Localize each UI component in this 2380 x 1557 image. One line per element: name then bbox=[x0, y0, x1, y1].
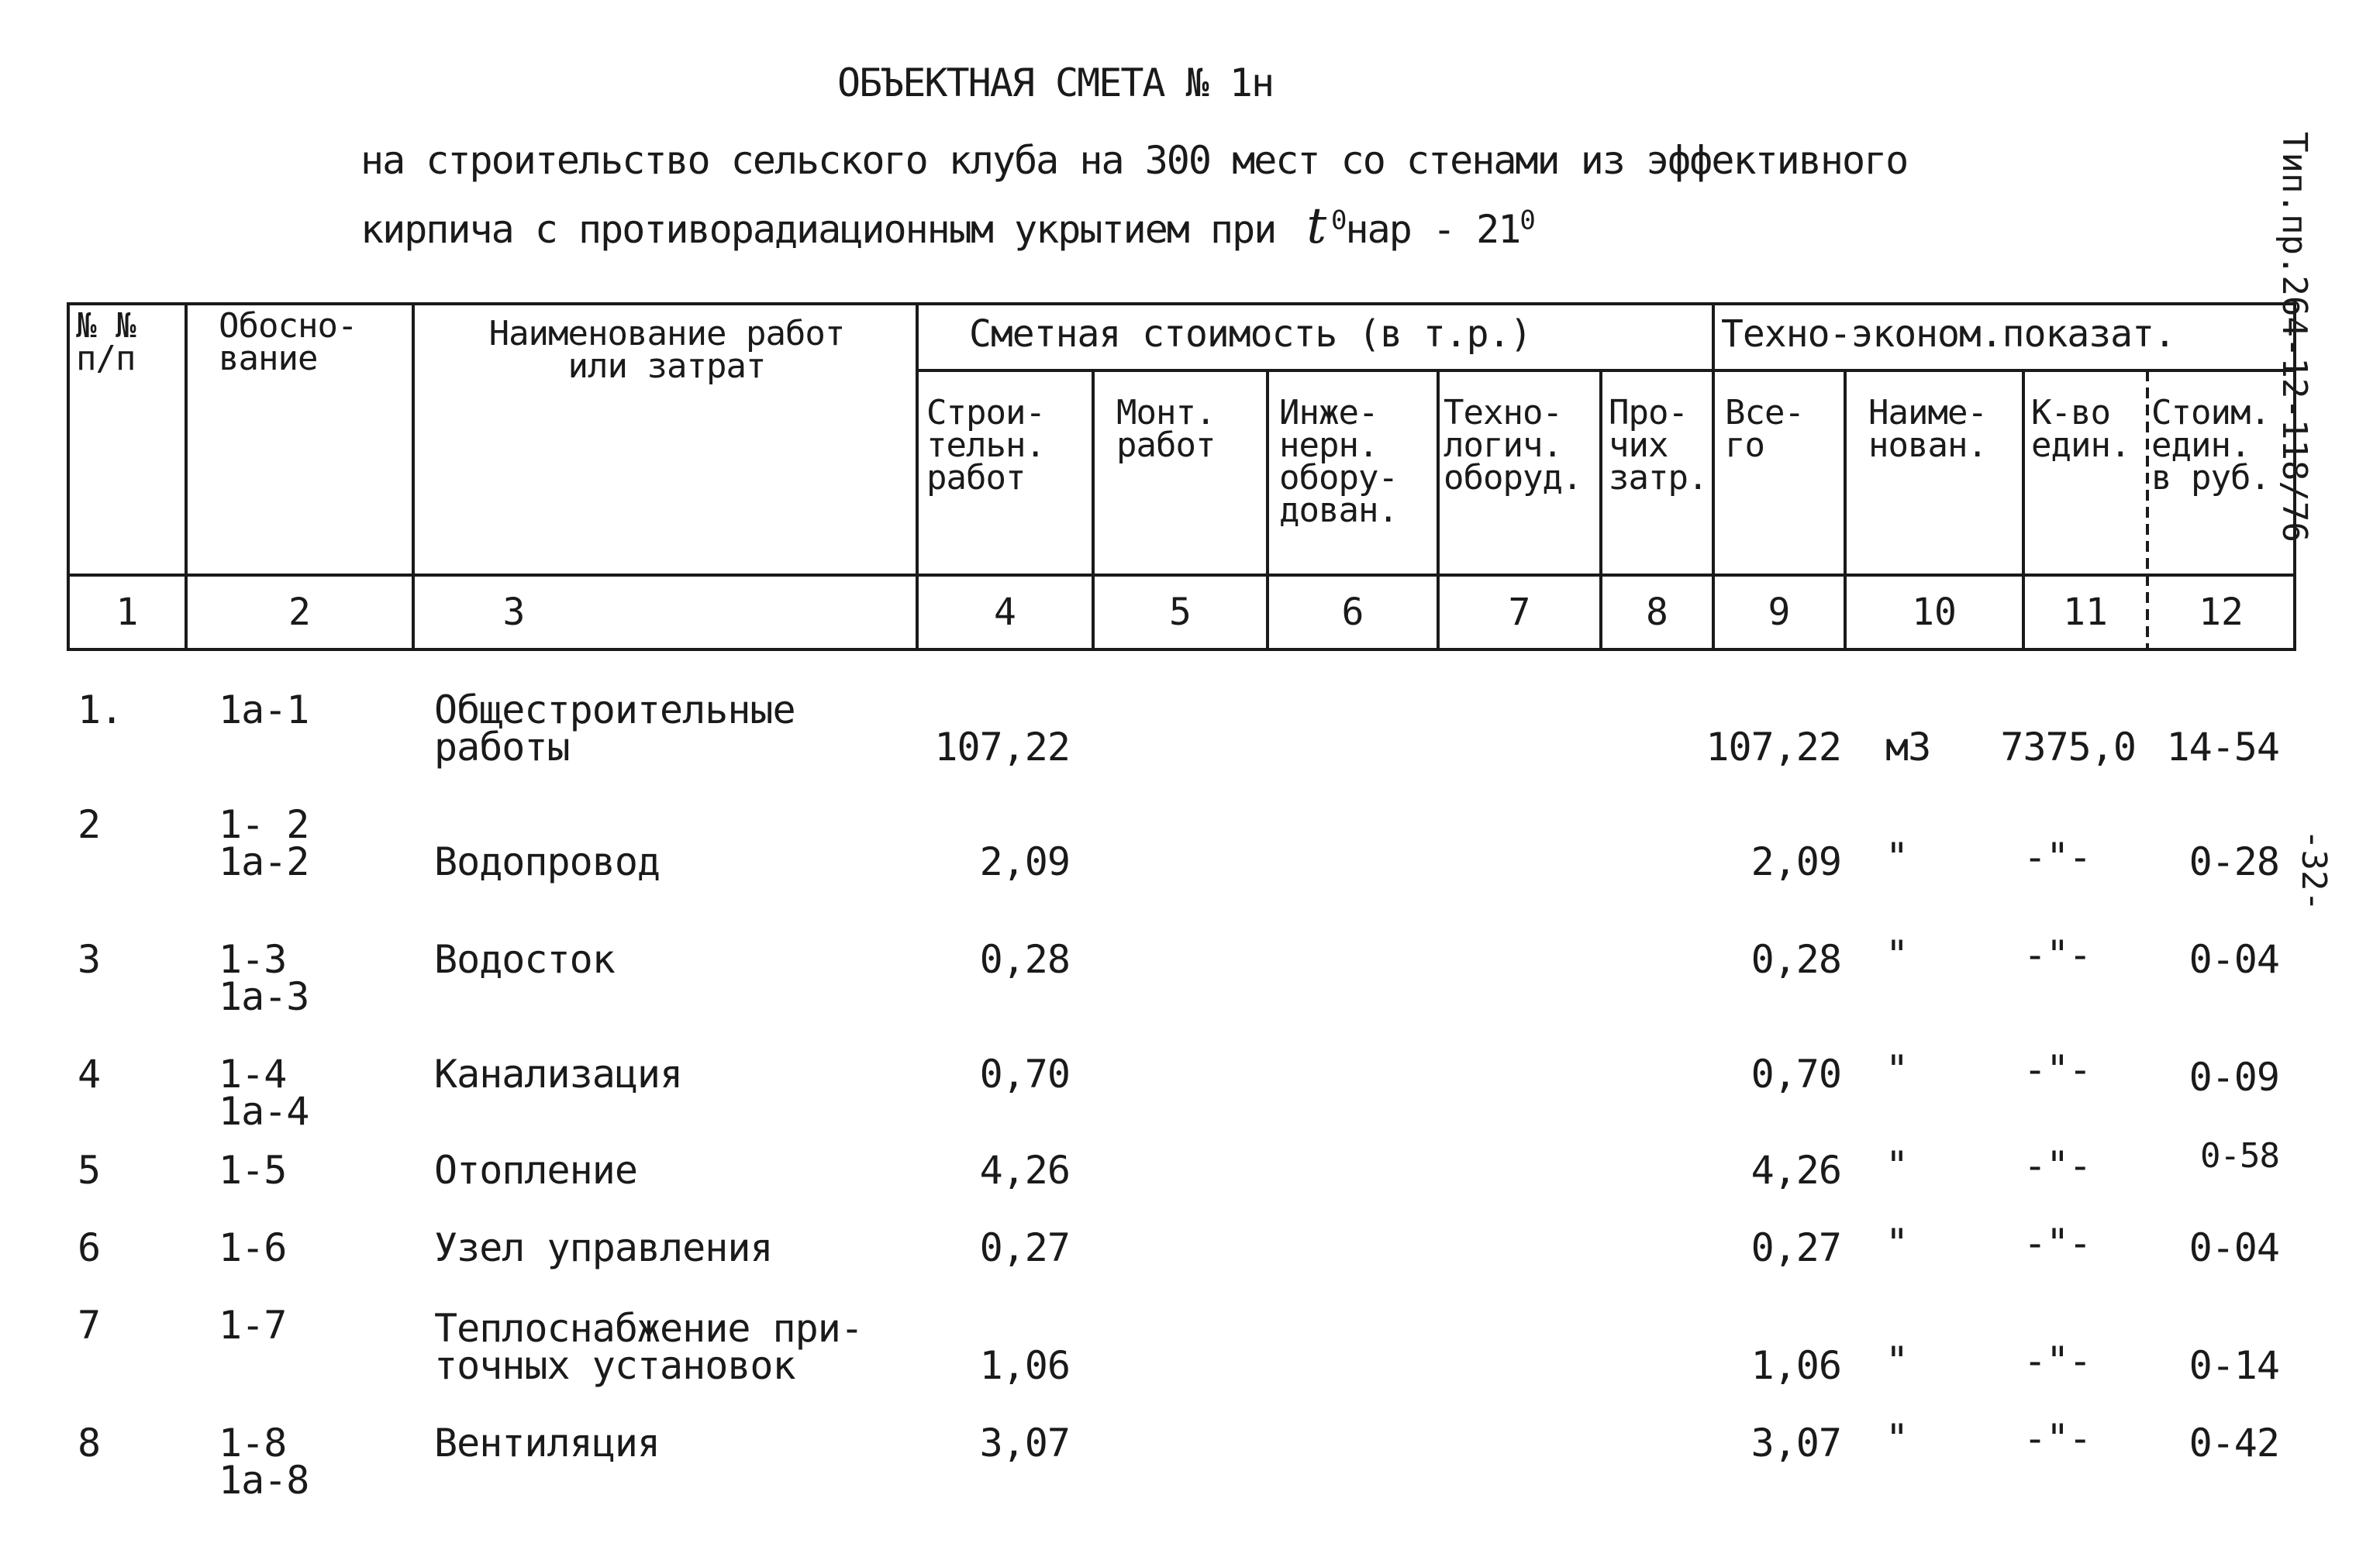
row-construction-cost: 0,28 bbox=[979, 937, 1070, 982]
project-code: Тип.пр.264-12-118/76 bbox=[2275, 132, 2314, 543]
row-unit-cost: 14-54 bbox=[2166, 725, 2279, 770]
row-basis: 1-5 bbox=[219, 1148, 287, 1193]
column-number: 5 bbox=[1169, 591, 1192, 634]
temperature-degree-2: 0 bbox=[1519, 205, 1534, 236]
row-unit: " bbox=[1885, 835, 1909, 880]
row-unit: " bbox=[1885, 1338, 1909, 1383]
page-number: -32- bbox=[2294, 829, 2333, 911]
row-basis: 1- 2 1а-2 bbox=[219, 802, 309, 884]
column-number: 2 bbox=[288, 591, 311, 634]
row-total: 4,26 bbox=[1751, 1148, 1841, 1193]
temperature-degree: 0 bbox=[1331, 205, 1346, 236]
row-quantity: -"- bbox=[2023, 1221, 2092, 1266]
row-construction-cost: 3,07 bbox=[979, 1421, 1070, 1466]
row-number: 8 bbox=[78, 1421, 101, 1466]
column-number: 4 bbox=[994, 591, 1016, 634]
column-number: 10 bbox=[1912, 591, 1957, 634]
row-number: 1. bbox=[78, 687, 123, 732]
header-group-tech: Техно-эконом.показат. bbox=[1721, 312, 2175, 356]
row-work-name: Канализация bbox=[434, 1052, 683, 1097]
header-unit-cost: Стоим. един. в руб. bbox=[2151, 393, 2270, 498]
row-quantity: -"- bbox=[2023, 1416, 2092, 1461]
row-total: 107,22 bbox=[1706, 725, 1841, 770]
row-work-name: Узел управления bbox=[434, 1225, 773, 1270]
header-technological: Техно- логич. оборуд. bbox=[1444, 393, 1582, 498]
row-unit-cost: 0-04 bbox=[2189, 1225, 2279, 1270]
row-construction-cost: 0,70 bbox=[979, 1052, 1070, 1097]
row-work-name: Отопление bbox=[434, 1148, 637, 1193]
row-total: 0,70 bbox=[1751, 1052, 1841, 1097]
row-unit-cost: 0-09 bbox=[2189, 1055, 2279, 1100]
row-total: 3,07 bbox=[1751, 1421, 1841, 1466]
document-title: ОБЪЕКТНАЯ СМЕТА № 1н bbox=[837, 60, 1274, 105]
row-construction-cost: 2,09 bbox=[979, 839, 1070, 884]
row-construction-cost: 0,27 bbox=[979, 1225, 1070, 1270]
row-number: 3 bbox=[78, 937, 101, 982]
row-quantity: -"- bbox=[2023, 1143, 2092, 1188]
row-total: 0,27 bbox=[1751, 1225, 1841, 1270]
row-unit: м3 bbox=[1885, 725, 1931, 770]
column-number: 1 bbox=[116, 591, 139, 634]
row-basis: 1-8 1а-8 bbox=[219, 1421, 309, 1503]
header-basis: Обосно- вание bbox=[219, 306, 357, 378]
row-work-name: Водосток bbox=[434, 937, 615, 982]
row-basis: 1-3 1а-3 bbox=[219, 937, 309, 1019]
row-construction-cost: 4,26 bbox=[979, 1148, 1070, 1193]
header-group-cost: Сметная стоимость (в т.р.) bbox=[969, 312, 1532, 356]
row-unit-cost: 0-42 bbox=[2189, 1421, 2279, 1466]
row-total: 0,28 bbox=[1751, 937, 1841, 982]
row-work-name: Общестроительные работы bbox=[434, 687, 795, 770]
temperature-label: нар - 21 bbox=[1345, 207, 1520, 252]
temperature-symbol: t bbox=[1306, 198, 1326, 255]
column-number: 3 bbox=[502, 591, 526, 634]
row-total: 2,09 bbox=[1751, 839, 1841, 884]
row-unit: " bbox=[1885, 1047, 1909, 1092]
row-number: 5 bbox=[78, 1148, 101, 1193]
header-construction: Строи- тельн. работ bbox=[926, 393, 1045, 498]
column-number: 7 bbox=[1508, 591, 1531, 634]
row-construction-cost: 107,22 bbox=[934, 725, 1070, 770]
row-basis: 1-4 1а-4 bbox=[219, 1052, 309, 1134]
header-installation: Монт. работ bbox=[1116, 393, 1216, 465]
row-number: 4 bbox=[78, 1052, 101, 1097]
row-unit: " bbox=[1885, 1143, 1909, 1188]
column-number: 8 bbox=[1646, 591, 1668, 634]
row-quantity: 7375,0 bbox=[2000, 725, 2136, 770]
header-work-name: Наименование работ или затрат bbox=[488, 314, 845, 386]
column-number: 12 bbox=[2199, 591, 2244, 634]
row-basis: 1а-1 bbox=[219, 687, 309, 732]
row-quantity: -"- bbox=[2023, 932, 2092, 977]
header-engineering: Инже- нерн. обору- дован. bbox=[1279, 393, 1398, 530]
header-total: Все- го bbox=[1725, 393, 1804, 465]
column-number: 11 bbox=[2063, 591, 2108, 634]
header-unit-name: Наиме- нован. bbox=[1868, 393, 1987, 465]
row-basis: 1-7 bbox=[219, 1303, 287, 1348]
row-basis: 1-6 bbox=[219, 1225, 287, 1270]
header-row-number: № № п/п bbox=[76, 306, 136, 378]
row-unit: " bbox=[1885, 1221, 1909, 1266]
row-unit-cost: 0-28 bbox=[2189, 839, 2279, 884]
row-unit-cost: 0-04 bbox=[2189, 937, 2279, 982]
row-work-name: Теплоснабжение при- точных установок bbox=[434, 1306, 863, 1388]
row-quantity: -"- bbox=[2023, 1338, 2092, 1383]
row-number: 7 bbox=[78, 1303, 101, 1348]
row-construction-cost: 1,06 bbox=[979, 1343, 1070, 1388]
subtitle-line-2-text: кирпича с противорадиационным укрытием при bbox=[360, 207, 1276, 252]
row-unit: " bbox=[1885, 1416, 1909, 1461]
row-total: 1,06 bbox=[1751, 1343, 1841, 1388]
column-number: 6 bbox=[1341, 591, 1364, 634]
row-quantity: -"- bbox=[2023, 1047, 2092, 1092]
row-number: 2 bbox=[78, 802, 101, 847]
row-work-name: Вентиляция bbox=[434, 1421, 661, 1466]
row-unit-cost: 0-58 bbox=[2200, 1136, 2279, 1176]
header-other: Про- чих затр. bbox=[1609, 393, 1708, 498]
row-work-name: Водопровод bbox=[434, 839, 661, 884]
column-number: 9 bbox=[1768, 591, 1791, 634]
header-quantity: К-во един. bbox=[2031, 393, 2130, 465]
row-unit: " bbox=[1885, 932, 1909, 977]
subtitle-line-1: на строительство сельского клуба на 300 мест со стенами из эффективного bbox=[360, 138, 1908, 183]
row-quantity: -"- bbox=[2023, 835, 2092, 880]
row-unit-cost: 0-14 bbox=[2189, 1343, 2279, 1388]
row-number: 6 bbox=[78, 1225, 101, 1270]
